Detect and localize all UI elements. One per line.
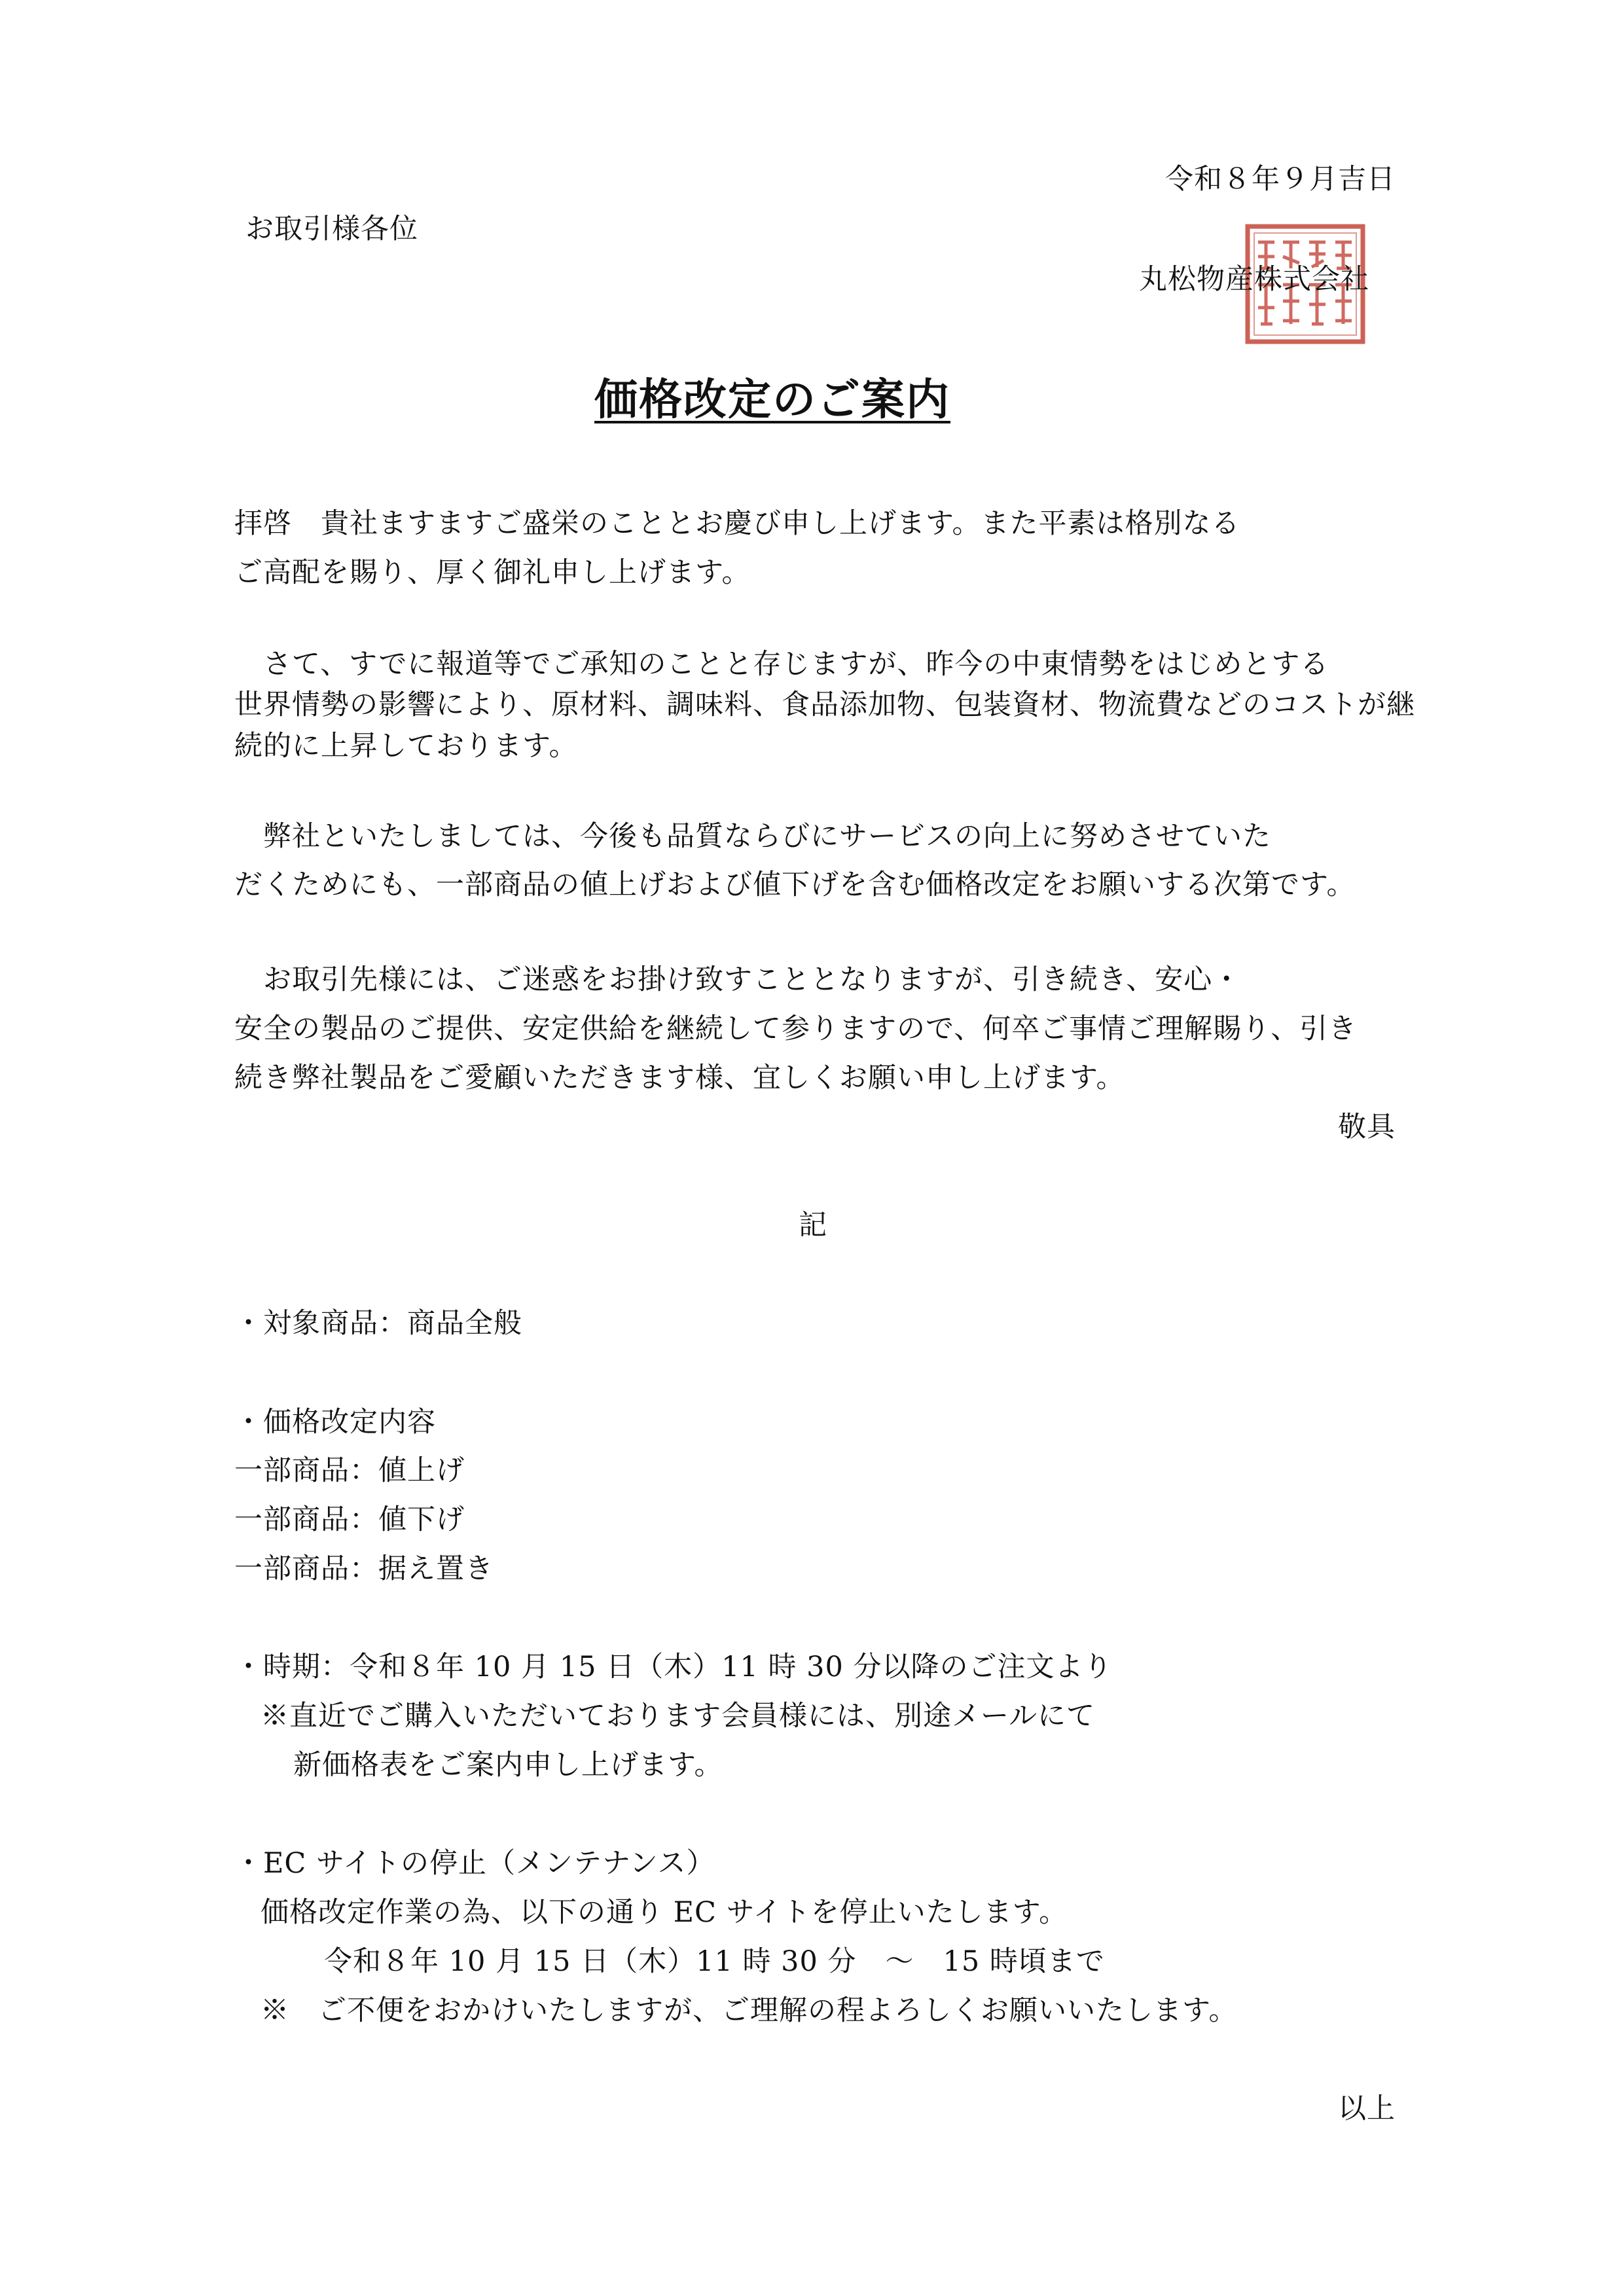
paragraph-3-line-1: 弊社といたしましては、今後も品質ならびにサービスの向上に努めさせていた — [234, 820, 1271, 853]
paragraph-1-line-1: 拝啓 貴社ますますご盛栄のこととお慶び申し上げます。また平素は格別なる — [234, 507, 1240, 540]
timing-note-line-1: ※直近でご購入いただいております会員様には、別途メールにて — [261, 1700, 1096, 1732]
paragraph-4-line-3: 続き弊社製品をご愛顧いただきます様、宜しくお願い申し上げます。 — [234, 1062, 1125, 1094]
ec-line-2: 令和８年 10 月 15 日（木）11 時 30 分 ～ 15 時頃まで — [324, 1945, 1105, 1978]
company-name: 丸松物産株式会社 — [1139, 263, 1369, 296]
issue-date: 令和８年９月吉日 — [1165, 163, 1396, 196]
page-title: 価格改定のご案内 — [594, 374, 950, 425]
revision-item-unchanged: 一部商品：据え置き — [234, 1552, 494, 1585]
revision-item-decrease: 一部商品：値下げ — [234, 1503, 465, 1536]
ec-line-3: ※ ご不便をおかけいたしますが、ご理解の程よろしくお願いいたします。 — [261, 1994, 1238, 2027]
paragraph-4-line-2: 安全の製品のご提供、安定供給を継続して参りますので、何卒ご事情ご理解賜り、引き — [234, 1013, 1358, 1045]
closing-keigu: 敬具 — [1338, 1111, 1396, 1143]
revision-heading: ・価格改定内容 — [234, 1406, 436, 1439]
paragraph-3-line-2: だくためにも、一部商品の値上げおよび値下げを含む価格改定をお願いする次第です。 — [234, 869, 1356, 901]
paragraph-1-line-2: ご高配を賜り、厚く御礼申し上げます。 — [234, 556, 751, 589]
timing-note-line-2: 新価格表をご案内申し上げます。 — [293, 1749, 723, 1782]
paragraph-2-line-3: 続的に上昇しております。 — [234, 730, 578, 762]
paragraph-4-line-1: お取引先様には、ご迷惑をお掛け致すこととなりますが、引き続き、安心・ — [234, 963, 1242, 996]
ec-line-1: 価格改定作業の為、以下の通り EC サイトを停止いたします。 — [261, 1896, 1068, 1929]
revision-item-increase: 一部商品：値上げ — [234, 1454, 465, 1487]
paragraph-2-line-1: さて、すでに報道等でご承知のことと存じますが、昨今の中東情勢をはじめとする — [234, 648, 1329, 681]
addressee: お取引様各位 — [245, 213, 418, 245]
paragraph-2-line-2: 世界情勢の影響により、原材料、調味料、食品添加物、包装資材、物流費などのコストが継 — [234, 689, 1415, 721]
end-ijou: 以上 — [1338, 2092, 1396, 2125]
target-products: ・対象商品：商品全般 — [234, 1307, 522, 1340]
ki-heading: 記 — [799, 1209, 827, 1242]
ec-heading: ・EC サイトの停止（メンテナンス） — [234, 1847, 715, 1880]
timing: ・時期：令和８年 10 月 15 日（木）11 時 30 分以降のご注文より — [234, 1651, 1113, 1683]
